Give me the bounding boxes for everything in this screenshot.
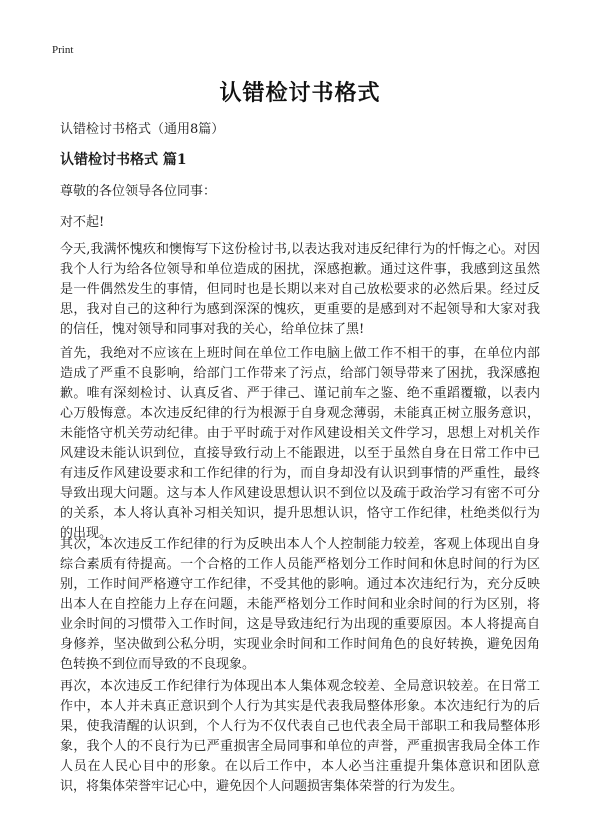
print-label: Print	[52, 44, 74, 56]
salutation-line: 尊敬的各位领导各位同事：	[60, 184, 217, 199]
document-subtitle: 认错检讨书格式（通用8篇）	[60, 122, 225, 137]
apology-line: 对不起!	[60, 215, 105, 230]
page-title: 认错检讨书格式	[219, 80, 381, 106]
body-paragraph-2: 首先，我绝对不应该在上班时间在单位工作电脑上做工作不相干的事，在单位内部造成了严重不良影响，给部门工作带来了污点，给部门领导带来了困扰，我深感抱歉。唯有深刻检讨、认真反省、严于律己、谨记前车之鉴、绝不重蹈覆辙，以表内心万般悔意。本次违反纪律的行为根源于自身观念薄弱，未能真正树立服务意识，未能恪守机关劳动纪律。由于平时疏于对作风建设相关文件学习，思想上对机关作风建设未能认识到位，直接导致行动上不能跟进，以至于虽然自身在日常工作中已有违反作风建设要求和工作纪律的行为，而自身却没有认识到事情的严重性，最终导致出现大问题。这与本人作风建设思想认识不到位以及疏于政治学习有密不可分的关系，本人将认真补习相关知识，提升思想认识，恪守工作纪律，杜绝类似行为的出现。	[60, 346, 540, 541]
body-paragraph-3: 其次，本次违反工作纪律的行为反映出本人个人控制能力较差，客观上体现出自身综合素质有待提高。一个合格的工作人员能严格划分工作时间和休息时间的行为区别，工作时间严格遵守工作纪律，不受其他的影响。通过本次违纪行为，充分反映出本人在自控能力上存在问题，未能严格划分工作时间和业余时间的行为区别，将业余时间的习惯带入工作时间，这是导致违纪行为出现的重要原因。本人将提高自身修养，坚决做到公私分明，实现业余时间和工作时间角色的良好转换，避免因角色转换不到位而导致的不良现象。	[60, 537, 540, 672]
body-paragraph-4: 再次，本次违反工作纪律行为体现出本人集体观念较差、全局意识较差。在日常工作中，本人并未真正意识到个人行为其实是代表我局整体形象。本次违纪行为的后果，使我清醒的认识到，个人行为不仅代表自己也代表全局干部职工和我局整体形象，我个人的不良行为已严重损害全局同事和单位的声誉，严重损害我局全体工作人员在人民心目中的形象。在以后工作中，本人必当注重提升集体意识和团队意识，将集体荣誉牢记心中，避免因个人问题损害集体荣誉的行为发生。	[60, 679, 540, 794]
section-heading: 认错检讨书格式 篇1	[60, 152, 187, 168]
body-paragraph-1: 今天,我满怀愧疚和懊悔写下这份检讨书,以表达我对违反纪律行为的忏悔之心。对因我个人行为给各位领导和单位造成的困扰，深感抱歉。通过这件事，我感到这虽然是一件偶然发生的事情，但同时也是长期以来对自己放松要求的必然后果。经过反思，我对自己的这种行为感到深深的愧疚，更重要的是感到对不起领导和大家对我的信任，愧对领导和同事对我的关心，给单位抹了黑!	[60, 242, 540, 337]
